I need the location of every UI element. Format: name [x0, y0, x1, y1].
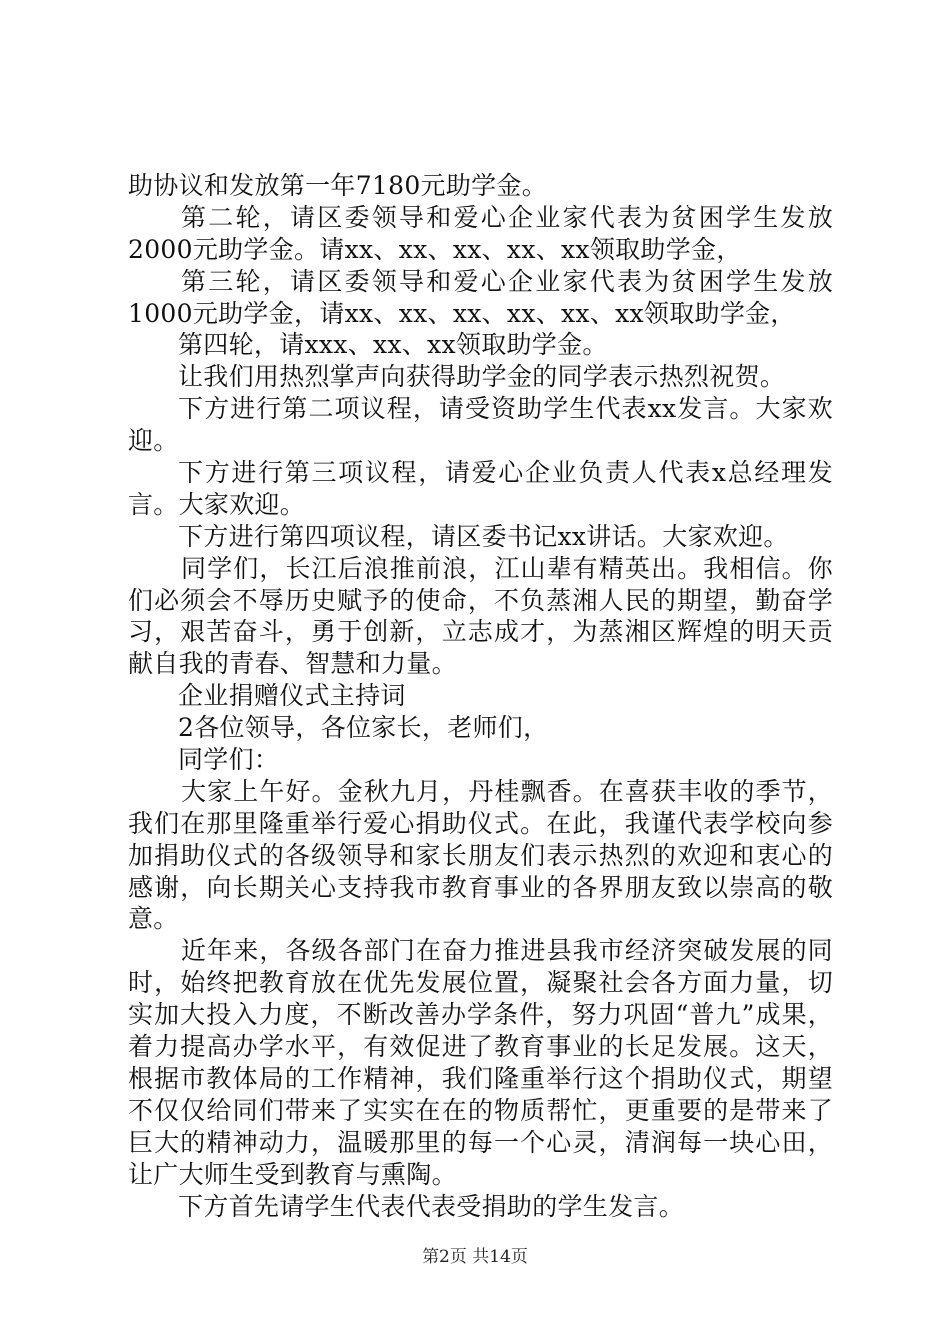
text-line: 第三轮，请区委领导和爱心企业家代表为贫困学生发放: [181, 266, 833, 296]
text-line: 献自我的青春、智慧和力量。: [128, 649, 457, 679]
text-line: 2各位领导，各位家长，老师们，: [178, 713, 549, 743]
text-line: 下方进行第四项议程，请区委书记xx讲话。大家欢迎。: [178, 521, 789, 551]
text-line: 下方首先请学生代表代表受捐助的学生发言。: [178, 1191, 685, 1221]
text-line: 迎。: [128, 426, 179, 456]
text-line: 习，艰苦奋斗，勇于创新，立志成才，为蒸湘区辉煌的明天贡: [128, 617, 833, 647]
text-line: 下方进行第二项议程，请受资助学生代表xx发言。大家欢: [178, 394, 833, 424]
text-line: 我们在那里隆重举行爱心捐助仪式。在此，我谨代表学校向参: [128, 808, 833, 838]
text-line: 2000元助学金。请xx、xx、xx、xx、xx领取助学金，: [128, 234, 742, 264]
text-line: 着力提高办学水平，有效促进了教育事业的长足发展。这天，: [128, 1032, 833, 1062]
text-line: 感谢，向长期关心支持我市教育事业的各界朋友致以崇高的敬: [128, 872, 833, 902]
text-line: 让我们用热烈掌声向获得助学金的同学表示热烈祝贺。: [178, 362, 786, 392]
text-line: 们必须会不辱历史赋予的使命，不负蒸湘人民的期望，勤奋学: [128, 585, 833, 615]
text-line: 根据市教体局的工作精神，我们隆重举行这个捐助仪式，期望: [128, 1063, 833, 1093]
text-line: 让广大师生受到教育与熏陶。: [128, 1159, 457, 1189]
text-line: 言。大家欢迎。: [128, 489, 306, 519]
text-line: 实加大投入力度，不断改善办学条件，努力巩固“普九”成果，: [128, 1000, 833, 1030]
text-line: 第四轮，请xxx、xx、xx领取助学金。: [178, 330, 608, 360]
text-line: 意。: [128, 904, 179, 934]
text-line: 下方进行第三项议程，请爱心企业负责人代表x总经理发: [178, 458, 833, 488]
text-line: 时，始终把教育放在优先发展位置，凝聚社会各方面力量，切: [128, 968, 833, 998]
text-line: 大家上午好。金秋九月，丹桂飘香。在喜获丰收的季节，: [181, 776, 833, 806]
text-line: 不仅仅给同们带来了实实在在的物质帮忙，更重要的是带来了: [128, 1095, 833, 1125]
text-line: 巨大的精神动力，温暖那里的每一个心灵，清润每一块心田，: [128, 1127, 833, 1157]
document-body: [128, 170, 833, 1222]
text-line: 同学们：: [178, 745, 280, 775]
text-line: 第二轮，请区委领导和爱心企业家代表为贫困学生发放: [181, 202, 833, 232]
text-line: 1000元助学金，请xx、xx、xx、xx、xx、xx领取助学金，: [128, 298, 796, 328]
text-line: 近年来，各级各部门在奋力推进县我市经济突破发展的同: [181, 936, 833, 966]
text-line: 助协议和发放第一年7180元助学金。: [128, 171, 548, 200]
text-line: 加捐助仪式的各级领导和家长朋友们表示热烈的欢迎和衷心的: [128, 840, 833, 870]
page-number-footer: 第2页 共14页: [422, 1247, 528, 1267]
text-line: 企业捐赠仪式主持词: [178, 681, 406, 711]
text-line: 同学们，长江后浪推前浪，江山辈有精英出。我相信。你: [181, 553, 833, 583]
